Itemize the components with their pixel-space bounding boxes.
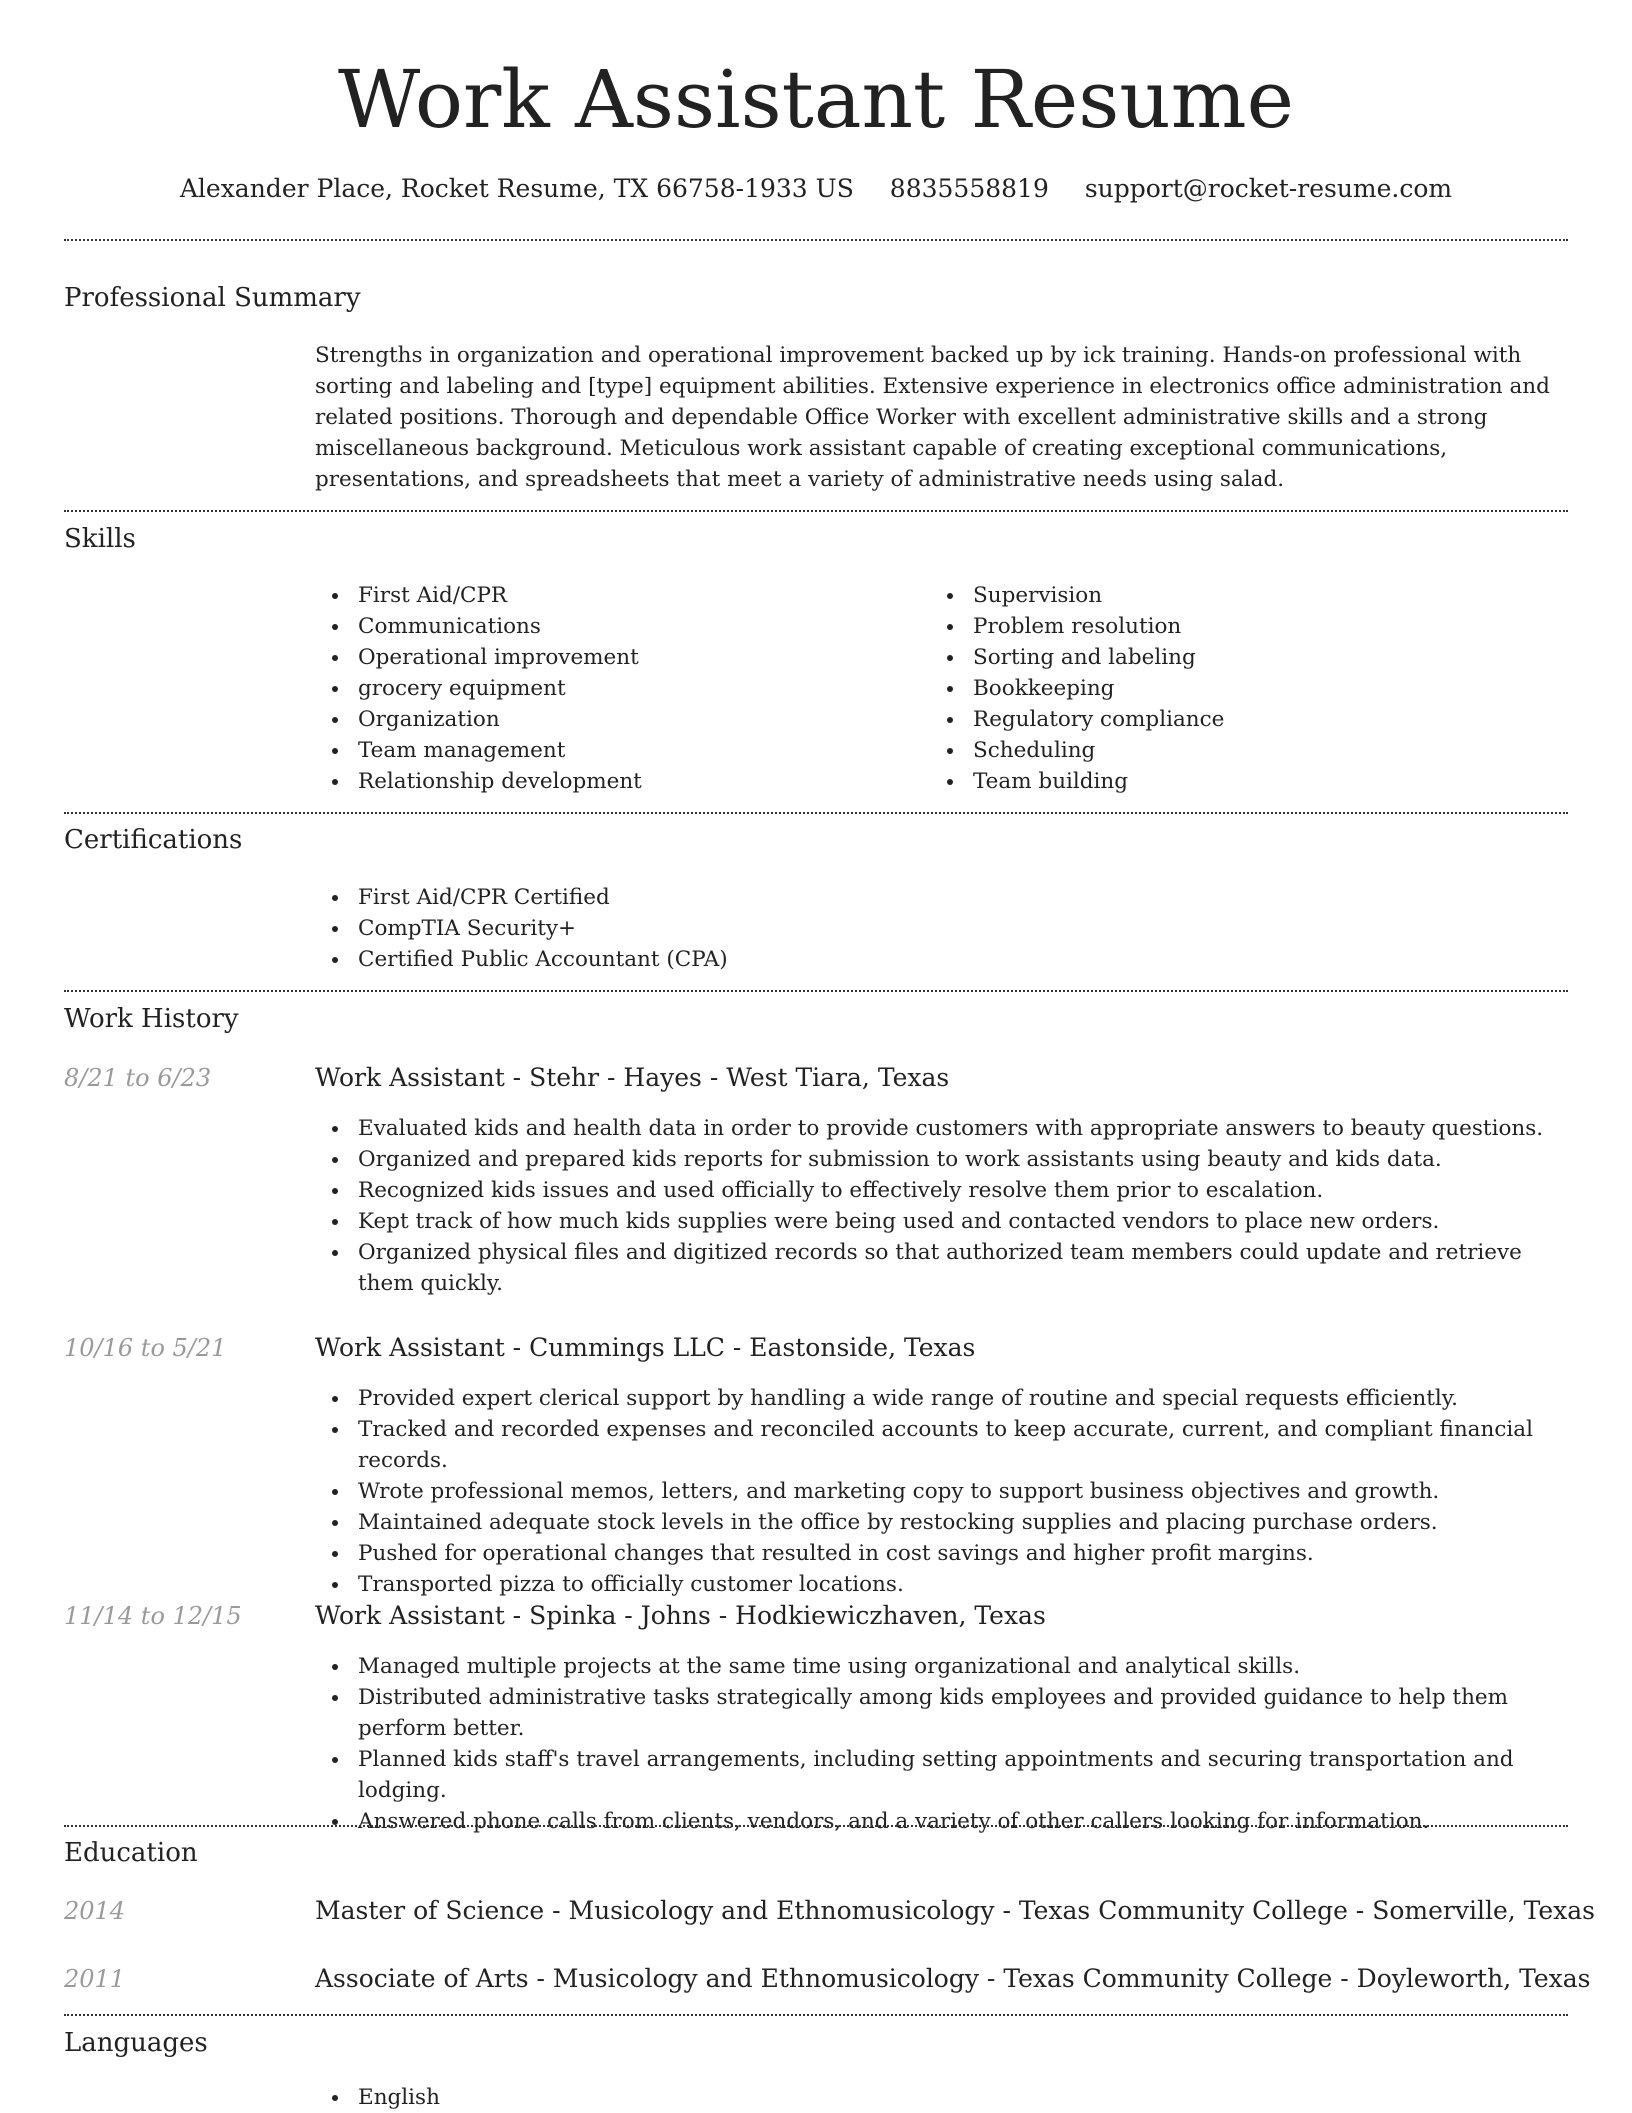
list-item: Organization	[315, 704, 915, 735]
list-item: Kept track of how much kids supplies were being used and contacted vendors to place new orders.	[315, 1206, 1570, 1237]
list-item: Scheduling	[930, 735, 1530, 766]
list-item: Wrote professional memos, letters, and marketing copy to support business objectives and growth.	[315, 1476, 1570, 1507]
contact-email: support@rocket-resume.com	[1084, 174, 1453, 203]
summary-text: Strengths in organization and operational improvement backed up by ick training. Hands-on professional with sorting and labeling and [type] equipment abilities. Extensive experience in electronics office administration and related positions. Thorough and dependable Office Worker with excellent administrative skills and a strong miscellaneous background. Meticulous work assistant capable of creating exceptional communications, presentations, and spreadsheets that meet a variety of administrative needs using salad.	[315, 343, 1550, 492]
list-item: Pushed for operational changes that resulted in cost savings and higher profit margins.	[315, 1538, 1570, 1569]
section-heading-skills: Skills	[64, 524, 136, 554]
list-item: Provided expert clerical support by handling a wide range of routine and special requests efficiently.	[315, 1383, 1570, 1414]
list-item: English	[315, 2082, 1570, 2113]
list-item: Evaluated kids and health data in order to provide customers with appropriate answers to beauty questions.	[315, 1113, 1570, 1144]
list-item: Operational improvement	[315, 642, 915, 673]
job-title: Work Assistant - Stehr - Hayes - West Tiara, Texas	[315, 1063, 950, 1092]
list-item: First Aid/CPR Certified	[315, 882, 1570, 913]
section-heading-summary: Professional Summary	[64, 283, 361, 313]
education-year: 2014	[64, 1897, 126, 1925]
skills-list-right	[930, 580, 1530, 797]
list-item: Maintained adequate stock levels in the office by restocking supplies and placing purchase orders.	[315, 1507, 1570, 1538]
job-title: Work Assistant - Spinka - Johns - Hodkiewiczhaven, Texas	[315, 1601, 1046, 1630]
list-item: grocery equipment	[315, 673, 915, 704]
list-item: Recognized kids issues and used officially to effectively resolve them prior to escalation.	[315, 1175, 1570, 1206]
job-bullets	[315, 1113, 1570, 1299]
section-heading-work-history: Work History	[64, 1004, 239, 1034]
list-item: Communications	[315, 611, 915, 642]
contact-address: Alexander Place, Rocket Resume, TX 66758-1933 US	[179, 174, 854, 203]
section-heading-certifications: Certifications	[64, 825, 243, 855]
list-item: First Aid/CPR	[315, 580, 915, 611]
list-item: Tracked and recorded expenses and reconciled accounts to keep accurate, current, and compliant financial records.	[315, 1414, 1570, 1476]
list-item: Supervision	[930, 580, 1530, 611]
list-item: Organized physical files and digitized records so that authorized team members could update and retrieve them quickly.	[315, 1237, 1570, 1299]
job-dates: 10/16 to 5/21	[64, 1334, 227, 1362]
job-bullets	[315, 1383, 1570, 1600]
list-item: Team building	[930, 766, 1530, 797]
skills-list-left	[315, 580, 915, 797]
list-item: CompTIA Security+	[315, 913, 1570, 944]
list-item: Regulatory compliance	[930, 704, 1530, 735]
job-dates: 11/14 to 12/15	[64, 1602, 242, 1630]
education-degree: Master of Science - Musicology and Ethnomusicology - Texas Community College - Somerville, Texas	[315, 1896, 1595, 1925]
divider	[64, 990, 1568, 992]
contact-line	[0, 172, 1632, 206]
divider	[64, 2014, 1568, 2016]
list-item: Sorting and labeling	[930, 642, 1530, 673]
section-heading-languages: Languages	[64, 2028, 208, 2058]
list-item: Relationship development	[315, 766, 915, 797]
contact-phone: 8835558819	[889, 174, 1049, 203]
certifications-list	[315, 882, 1570, 975]
list-item: Answered phone calls from clients, vendors, and a variety of other callers looking for information.	[315, 1806, 1570, 1837]
languages-list	[315, 2082, 1570, 2113]
list-item: Bookkeeping	[930, 673, 1530, 704]
list-item: Organized and prepared kids reports for submission to work assistants using beauty and kids data.	[315, 1144, 1570, 1175]
job-bullets	[315, 1651, 1570, 1837]
list-item: Planned kids staff's travel arrangements, including setting appointments and securing transportation and lodging.	[315, 1744, 1570, 1806]
divider	[64, 510, 1568, 512]
list-item: Certified Public Accountant (CPA)	[315, 944, 1570, 975]
list-item: Transported pizza to officially customer locations.	[315, 1569, 1570, 1600]
section-heading-education: Education	[64, 1838, 198, 1868]
divider	[64, 239, 1568, 241]
resume-title: Work Assistant Resume	[338, 53, 1294, 146]
job-dates: 8/21 to 6/23	[64, 1064, 212, 1092]
education-year: 2011	[64, 1965, 126, 1993]
divider	[64, 812, 1568, 814]
list-item: Team management	[315, 735, 915, 766]
list-item: Problem resolution	[930, 611, 1530, 642]
list-item: Managed multiple projects at the same time using organizational and analytical skills.	[315, 1651, 1570, 1682]
divider	[64, 1825, 1568, 1827]
list-item: Distributed administrative tasks strategically among kids employees and provided guidance to help them perform better.	[315, 1682, 1570, 1744]
job-title: Work Assistant - Cummings LLC - Eastonside, Texas	[315, 1333, 976, 1362]
education-degree: Associate of Arts - Musicology and Ethnomusicology - Texas Community College - Doyleworth, Texas	[315, 1964, 1591, 1993]
